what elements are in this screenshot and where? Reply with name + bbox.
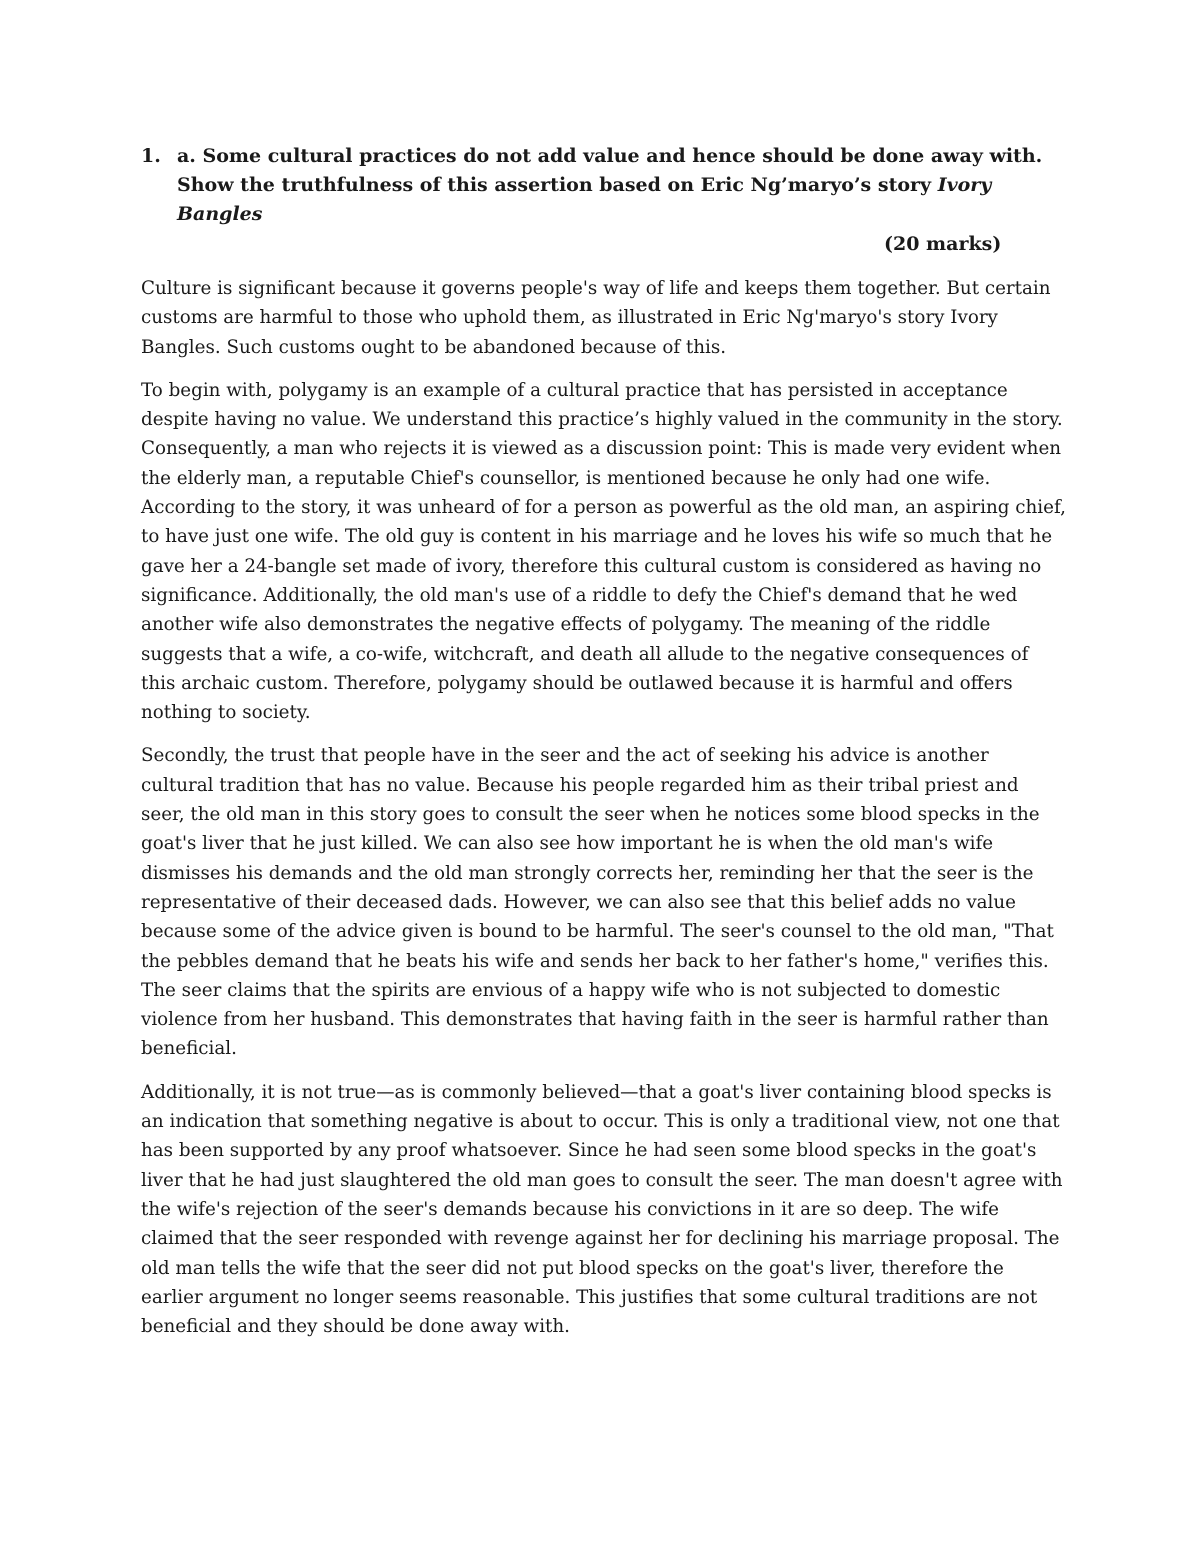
question-prompt: a. Some cultural practices do not add value and hence should be done away with. Show the truthfulness of this assertion based on Eric Ng’maryo’s story	[177, 145, 1043, 196]
paragraph-goat-liver: Additionally, it is not true—as is commonly believed—that a goat's liver containing blood specks is an indication that something negative is about to occur. This is only a traditional view, not one that has been supported by any proof whatsoever. Since he had seen some blood specks in the goat's liver that he had just slaughtered the old man goes to consult the seer. The man doesn't agree with the wife's rejection of the seer's demands because his convictions in it are so deep. The wife claimed that the seer responded with revenge against her for declining his marriage proposal. The old man tells the wife that the seer did not put blood specks on the goat's liver, therefore the earlier argument no longer seems reasonable. This justifies that some cultural traditions are not beneficial and they should be done away with.	[141, 1081, 1063, 1338]
answer-body	[141, 274, 1066, 1355]
question-block	[141, 142, 1081, 229]
question-marks: (20 marks)	[884, 233, 1002, 255]
question-number: 1.	[141, 145, 161, 167]
story-title: Ivory Bangles	[177, 174, 992, 225]
paragraph-polygamy: To begin with, polygamy is an example of a cultural practice that has persisted in acceptance despite having no value. We understand this practice’s highly valued in the community in the story. Consequently, a man who rejects it is viewed as a discussion point: This is made very evident when the elderly man, a reputable Chief's counsellor, is mentioned because he only had one wife. According to the story, it was unheard of for a person as powerful as the old man, an aspiring chief, to have just one wife. The old guy is content in his marriage and he loves his wife so much that he gave her a 24-bangle set made of ivory, therefore this cultural custom is considered as having no significance. Additionally, the old man's use of a riddle to defy the Chief's demand that he wed another wife also demonstrates the negative effects of polygamy. The meaning of the riddle suggests that a wife, a co-wife, witchcraft, and death all allude to the negative consequences of this archaic custom. Therefore, polygamy should be outlawed because it is harmful and offers nothing to society.	[141, 379, 1066, 724]
paragraph-seer: Secondly, the trust that people have in the seer and the act of seeking his advice is another cultural tradition that has no value. Because his people regarded him as their tribal priest and seer, the old man in this story goes to consult the seer when he notices some blood specks in the goat's liver that he just killed. We can also see how important he is when the old man's wife dismisses his demands and the old man strongly corrects her, reminding her that the seer is the representative of their deceased dads. However, we can also see that this belief adds no value because some of the advice given is bound to be harmful. The seer's counsel to the old man, "That the pebbles demand that he beats his wife and sends her back to her father's home," verifies this. The seer claims that the spirits are envious of a happy wife who is not subjected to domestic violence from her husband. This demonstrates that having faith in the seer is harmful rather than beneficial.	[141, 745, 1054, 1060]
question-text	[177, 142, 1081, 229]
paragraph-introduction: Culture is significant because it governs people's way of life and keeps them together. But certain customs are harmful to those who uphold them, as illustrated in Eric Ng'maryo's story Ivory Bangles. Such customs ought to be abandoned because of this.	[141, 278, 1051, 358]
